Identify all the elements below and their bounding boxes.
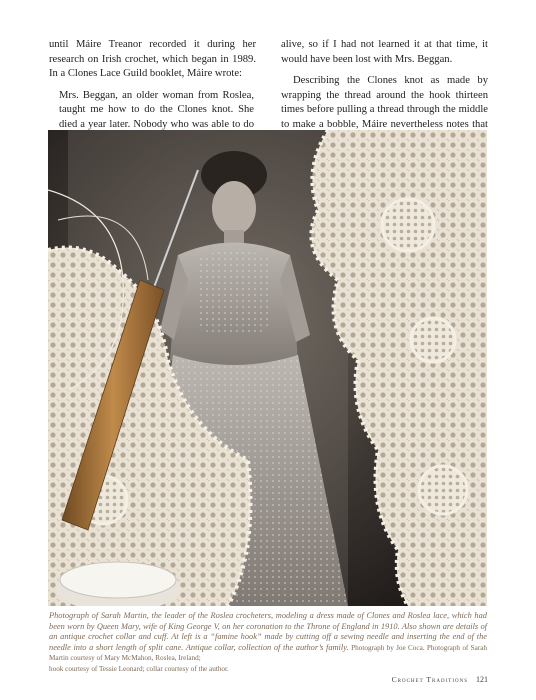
- page-footer: [380, 675, 488, 684]
- caption-text: Photograph of Sarah Martin, the leader of the Roslea crocheters, modeling a dress made of Clones and Roslea lace, which had been worn by Queen Mary, wife of King George V, on her coronation to the Throne of England in 1910. Also shown are details of an antique crochet collar and cuff. At left is a “famine hook” made by cutting off a sewing needle and inserting the end of the needle into a short length of split cane. Antique collar, collection of the author’s family.: [49, 611, 487, 652]
- photo-credit-continued: hook courtesy of Tessie Leonard; collar courtesy of the author.: [49, 664, 229, 673]
- body-paragraph: alive, so if I had not learned it at that time, it would have been lost with Mrs. Beggan.: [281, 39, 488, 65]
- body-paragraph: Describing the Clones knot as made by wrapping the thread around the hook thirteen times before pulling a thread through the middle to make a bobble, Máire nevertheless notes that: [281, 75, 488, 130]
- lace-photo-illustration: [48, 130, 487, 606]
- thread-spool: [56, 562, 180, 606]
- body-paragraph: until Máire Treanor recorded it during her research on Irish crochet, which began in 1989. In a Clones Lace Guild booklet, Máire wrote:: [49, 39, 256, 80]
- photo-sarah-martin-with-crochet-lace: [48, 130, 487, 606]
- page-number: 121: [476, 675, 488, 684]
- photo-caption: [49, 611, 487, 675]
- photo-credit: Photograph by Joe Coca. Photograph of Sarah Martin courtesy of Mary McMahon, Roslea, Ireland;: [49, 643, 487, 663]
- running-footer-section: Crochet Traditions: [391, 675, 468, 684]
- block-quote: Mrs. Beggan, an older woman from Roslea, taught me how to do the Clones knot. She died a year later. Nobody who was able to do: [59, 89, 254, 130]
